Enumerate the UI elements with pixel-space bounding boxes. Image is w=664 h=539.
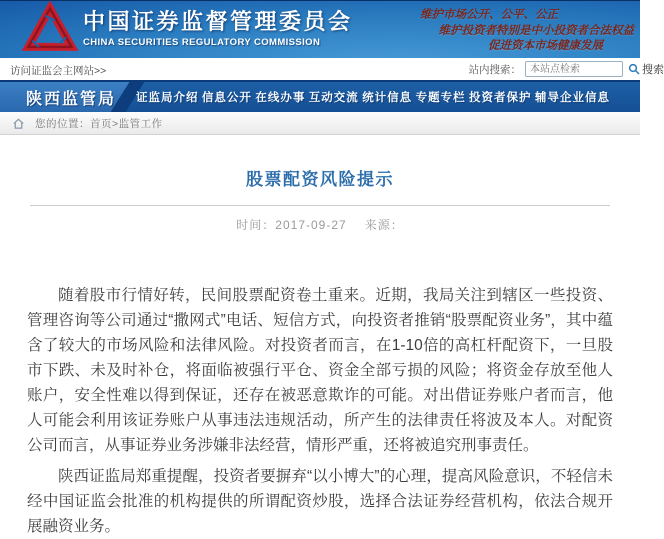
paragraph-2: 陕西证监局郑重提醒，投资者要摒弃“以小博大”的心理，提高风险意识，不轻信未经中国证监会批准的机构提供的所谓配资炒股，选择合法证券经营机构，依法合规开展融资业务。 <box>27 464 613 539</box>
meta-source-label: 来源： <box>365 218 404 232</box>
main-navbar <box>0 80 640 112</box>
nav-item-special-topics[interactable]: 专题专栏 <box>416 89 466 105</box>
search-label: 站内搜索： <box>469 62 522 77</box>
meta-time-value: 2017-09-27 <box>275 218 346 232</box>
breadcrumb <box>0 112 640 135</box>
search-icon <box>628 63 640 75</box>
nav-item-investor-protection[interactable]: 投资者保护 <box>469 89 532 105</box>
search-button[interactable] <box>628 61 664 77</box>
paragraph-1: 随着股市行情好转，民间股票配资卷土重来。近期，我局关注到辖区一些投资、管理咨询等公司通过“撒网式”电话、短信方式，向投资者推销“股票配资业务”，其中蕴含了较大的市场风险和法律风险。对投资者而言，在1-10倍的高杠杆配资下，一旦股市下跌、未及时补仓，将面临被强行平仓、资金全部亏损的风险；将资金存放至他人账户，安全性难以得到保证，还存在被恶意欺诈的可能。对出借证券账户者而言，他人可能会利用该证券账户从事违法违规活动，所产生的法律责任将波及本人。对配资公司而言，从事证券业务涉嫌非法经营，情形严重，还将被追究刑事责任。 <box>27 283 613 458</box>
org-names <box>83 9 353 48</box>
slogan-line-1: 维护市场公开、公平、公正 <box>420 7 558 23</box>
header-slogans <box>420 7 636 54</box>
article <box>0 135 640 539</box>
csrc-logo-icon <box>26 5 74 52</box>
nav-item-statistics[interactable]: 统计信息 <box>362 89 412 105</box>
sub-strip <box>0 58 640 80</box>
breadcrumb-text[interactable]: 您的位置：首页>监管工作 <box>35 116 163 131</box>
nav-item-online-services[interactable]: 在线办事 <box>255 89 305 105</box>
org-name-english: CHINA SECURITIES REGULATORY COMMISSION <box>83 37 353 48</box>
article-body <box>0 283 640 539</box>
nav-item-interaction[interactable]: 互动交流 <box>309 89 359 105</box>
bureau-name: 陕西监管局 <box>26 82 116 112</box>
slogan-line-3: 促进资本市场健康发展 <box>420 38 603 54</box>
article-meta <box>0 216 640 233</box>
nav-menu <box>136 82 610 112</box>
brand-block <box>26 5 353 52</box>
nav-item-coached-companies[interactable]: 辅导企业信息 <box>535 89 610 105</box>
nav-item-info-disclosure[interactable]: 信息公开 <box>202 89 252 105</box>
site-search <box>469 61 664 77</box>
site-header <box>0 0 640 58</box>
slogan-line-2: 维护投资者特别是中小投资者合法权益 <box>420 23 634 39</box>
search-button-label: 搜索 <box>642 61 664 77</box>
home-icon[interactable] <box>12 117 25 130</box>
title-divider <box>30 205 610 206</box>
search-input[interactable] <box>525 61 623 77</box>
org-name-chinese: 中国证券监督管理委员会 <box>83 9 353 35</box>
article-title: 股票配资风险提示 <box>0 165 640 190</box>
meta-time-label: 时间： <box>236 218 275 232</box>
nav-item-bureau-intro[interactable]: 证监局介绍 <box>136 89 199 105</box>
visit-main-site-link[interactable]: 访问证监会主网站>> <box>10 63 106 78</box>
